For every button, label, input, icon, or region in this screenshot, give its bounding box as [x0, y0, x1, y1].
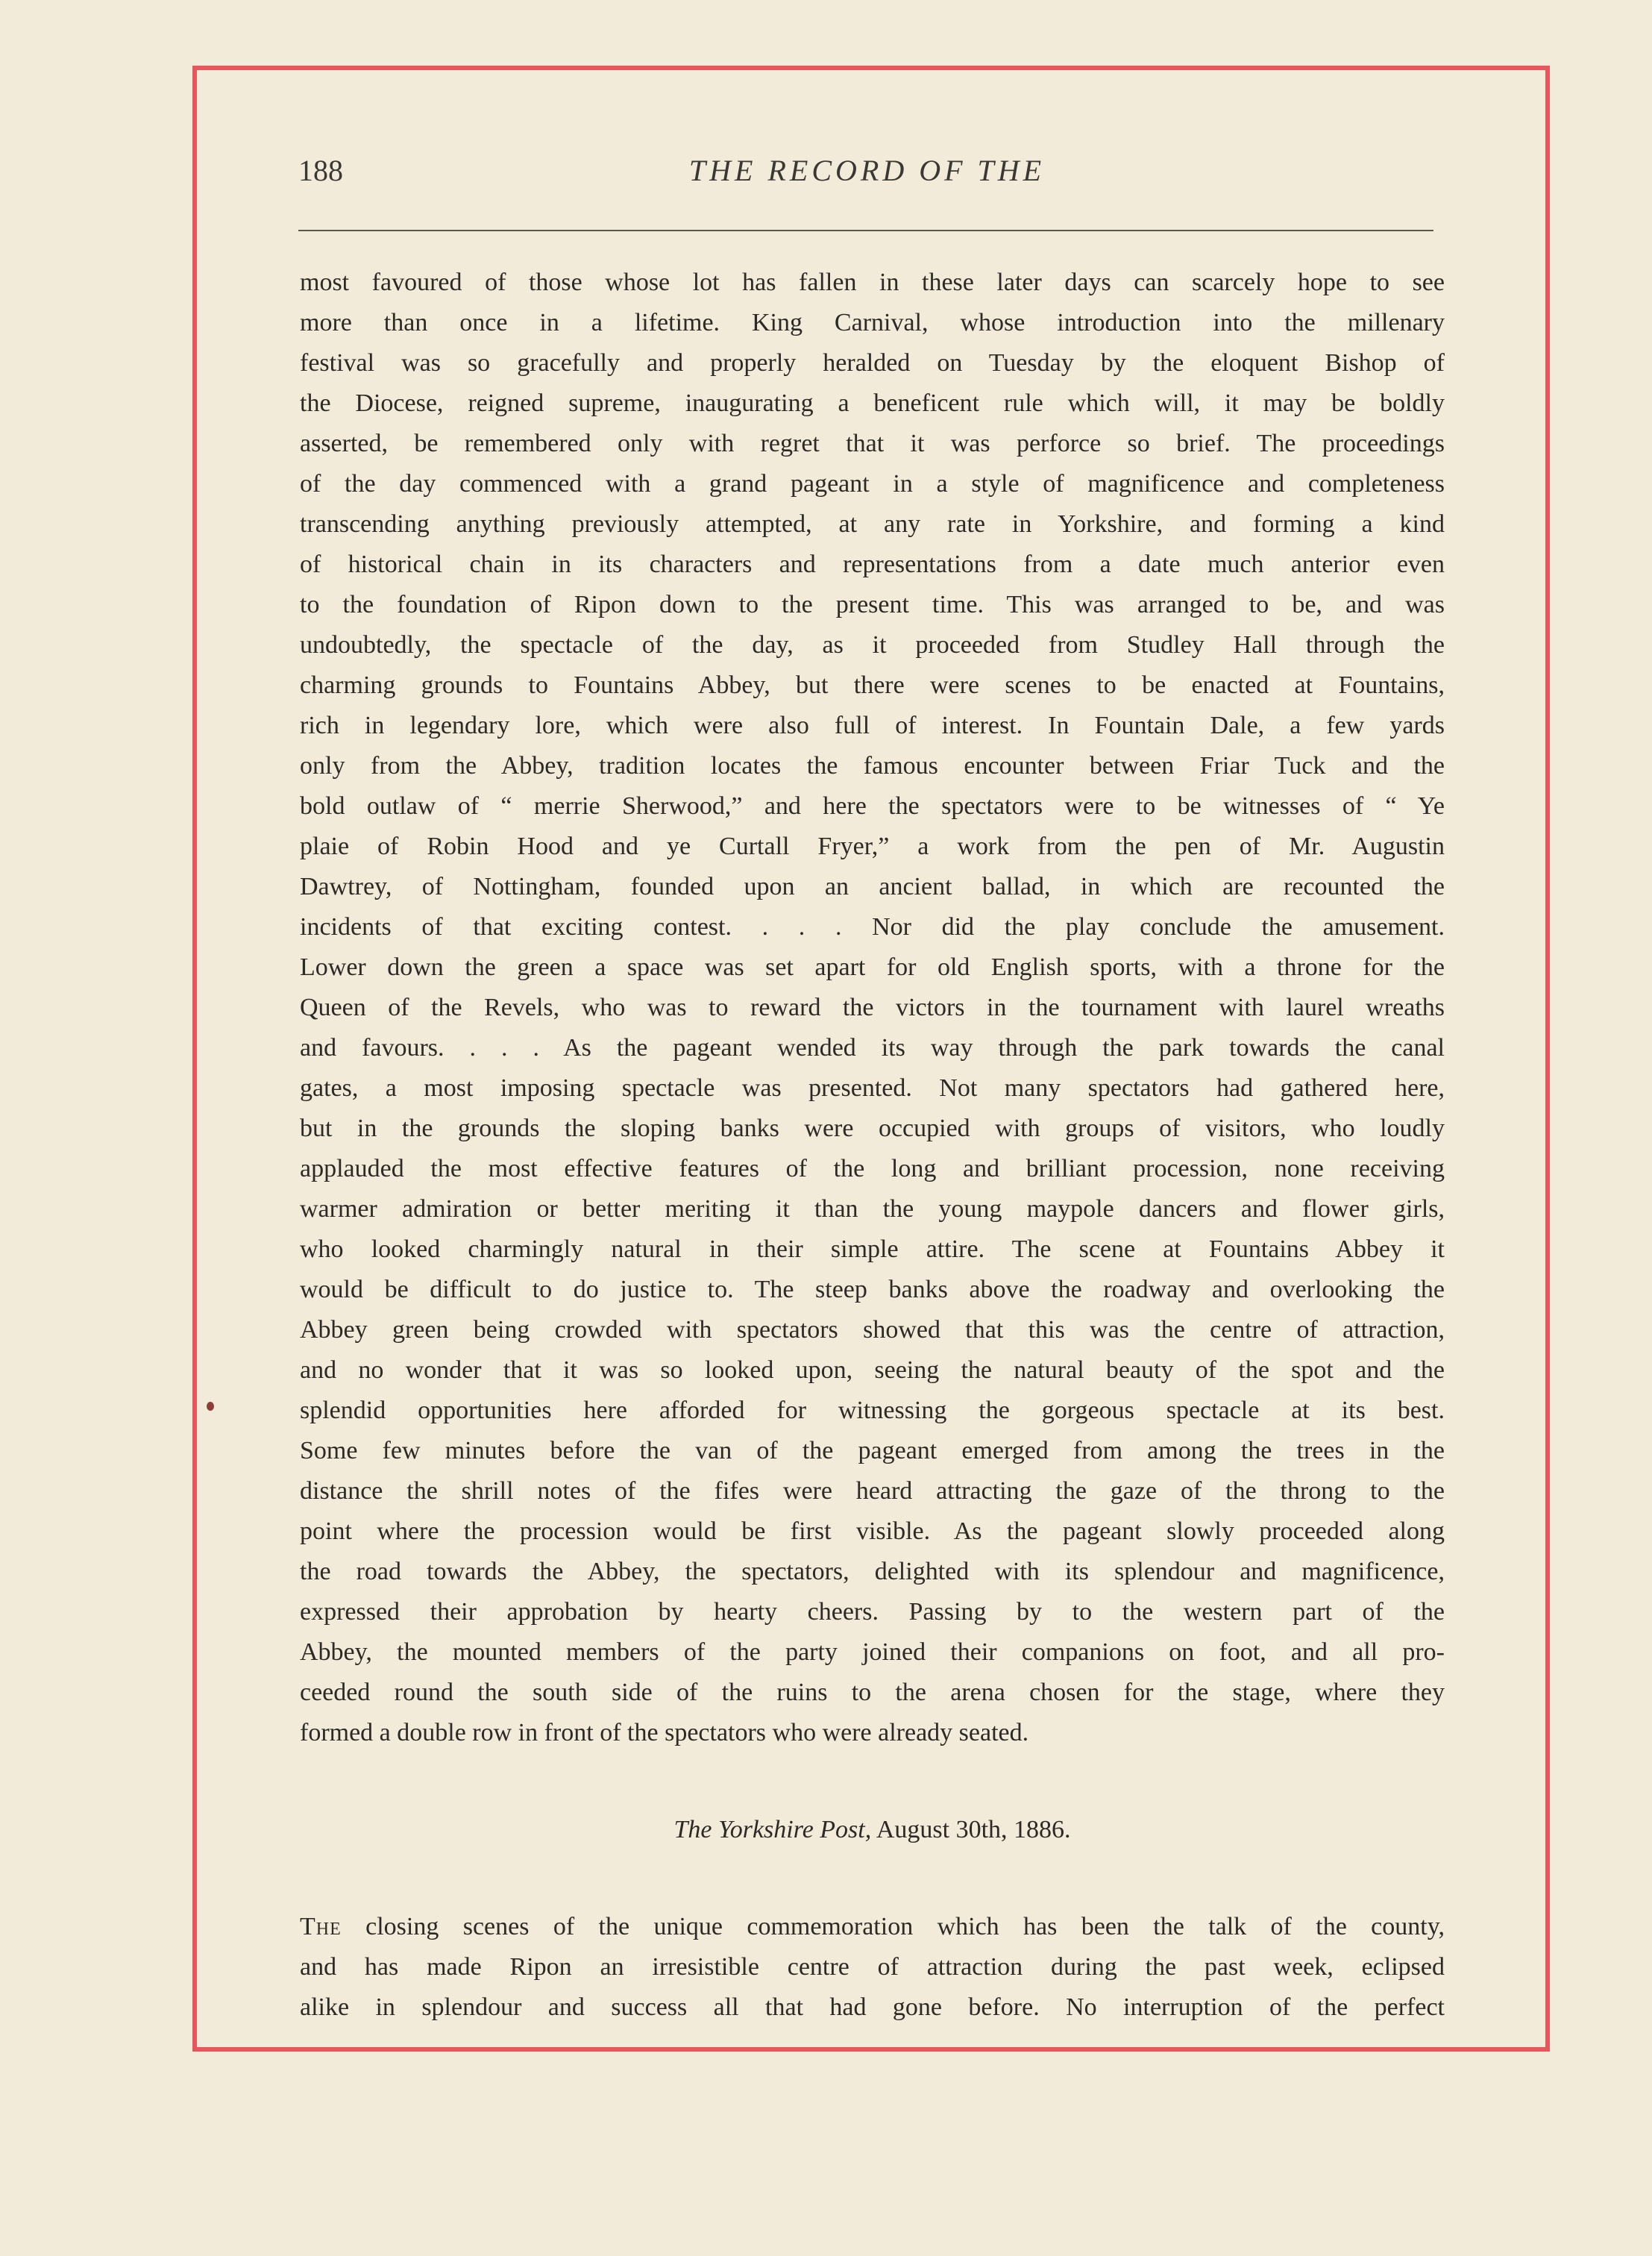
text-line: expressed their approbation by hearty cheers. Passing by to the western part of the	[300, 1598, 1445, 1626]
text-line: and has made Ripon an irresistible centre of attraction during the past week, eclipsed	[300, 1953, 1445, 1981]
text-line: festival was so gracefully and properly heralded on Tuesday by the eloquent Bishop of	[300, 349, 1445, 377]
paragraph-2	[300, 1907, 1445, 2028]
text-line: Dawtrey, of Nottingham, founded upon an ancient ballad, in which are recounted the	[300, 873, 1445, 900]
text-line: of the day commenced with a grand pageant in a style of magnificence and completeness	[300, 470, 1445, 498]
text-line: rich in legendary lore, which were also full of interest. In Fountain Dale, a few yards	[300, 712, 1445, 739]
text-line: only from the Abbey, tradition locates the famous encounter between Friar Tuck and the	[300, 752, 1445, 780]
text-line: bold outlaw of “ merrie Sherwood,” and here the spectators were to be witnesses of “ Ye	[300, 792, 1445, 820]
body-text	[300, 263, 1445, 2028]
text-line: incidents of that exciting contest. . . . Nor did the play conclude the amusement.	[300, 913, 1445, 941]
text-line: undoubtedly, the spectacle of the day, as it proceeded from Studley Hall through the	[300, 631, 1445, 659]
text-line: but in the grounds the sloping banks were occupied with groups of visitors, who loudly	[300, 1115, 1445, 1142]
publication-date: August 30th, 1886.	[871, 1816, 1071, 1843]
text-line: plaie of Robin Hood and ye Curtall Fryer,” a work from the pen of Mr. Augustin	[300, 833, 1445, 860]
text-line: and no wonder that it was so looked upon, seeing the natural beauty of the spot and the	[300, 1356, 1445, 1384]
paragraph-1	[300, 263, 1445, 1753]
text-line: warmer admiration or better meriting it than the young maypole dancers and flower girls,	[300, 1195, 1445, 1223]
text-line: most favoured of those whose lot has fallen in these later days can scarcely hope to see	[300, 269, 1445, 296]
text-line: distance the shrill notes of the fifes were heard attracting the gaze of the throng to the	[300, 1477, 1445, 1505]
text-line: The closing scenes of the unique commemoration which has been the talk of the county,	[300, 1913, 1445, 1940]
text-line: charming grounds to Fountains Abbey, but there were scenes to be enacted at Fountains,	[300, 671, 1445, 699]
text-line: point where the procession would be first visible. As the pageant slowly proceeded along	[300, 1517, 1445, 1545]
text-line: Queen of the Revels, who was to reward the victors in the tournament with laurel wreaths	[300, 994, 1445, 1021]
text-line: applauded the most effective features of the long and brilliant procession, none receiving	[300, 1155, 1445, 1182]
text-line: Some few minutes before the van of the pageant emerged from among the trees in the	[300, 1437, 1445, 1464]
text-line: to the foundation of Ripon down to the present time. This was arranged to be, and was	[300, 591, 1445, 618]
text-line: the road towards the Abbey, the spectators, delighted with its splendour and magnificence,	[300, 1558, 1445, 1585]
text-line: Abbey green being crowded with spectators showed that this was the centre of attraction,	[300, 1316, 1445, 1344]
text-line: transcending anything previously attempted, at any rate in Yorkshire, and forming a kind	[300, 510, 1445, 538]
text-line: of historical chain in its characters and representations from a date much anterior even	[300, 551, 1445, 578]
text-line: and favours. . . . As the pageant wended its way through the park towards the canal	[300, 1034, 1445, 1062]
text-line: the Diocese, reigned supreme, inaugurating a beneficent rule which will, it may be boldly	[300, 389, 1445, 417]
text-line: splendid opportunities here afforded for witnessing the gorgeous spectacle at its best.	[300, 1397, 1445, 1424]
text-line: would be difficult to do justice to. The steep banks above the roadway and overlooking the	[300, 1276, 1445, 1303]
text-line: asserted, be remembered only with regret that it was perforce so brief. The proceedings	[300, 430, 1445, 457]
running-head	[298, 153, 1436, 198]
text-line: Lower down the green a space was set apart for old English sports, with a throne for the	[300, 953, 1445, 981]
header-rule	[298, 230, 1433, 231]
margin-mark	[207, 1402, 214, 1411]
text-line: more than once in a lifetime. King Carnival, whose introduction into the millenary	[300, 309, 1445, 336]
text-line: who looked charmingly natural in their simple attire. The scene at Fountains Abbey it	[300, 1235, 1445, 1263]
source-citation	[300, 1810, 1445, 1850]
page-number: 188	[298, 154, 343, 187]
text-line: alike in splendour and success all that had gone before. No interruption of the perfect	[300, 1993, 1445, 2021]
text-line: Abbey, the mounted members of the party joined their companions on foot, and all pro-	[300, 1638, 1445, 1666]
text-line: gates, a most imposing spectacle was presented. Not many spectators had gathered here,	[300, 1074, 1445, 1102]
text-line: formed a double row in front of the spectators who were already seated.	[300, 1719, 1029, 1746]
publication-name: The Yorkshire Post,	[673, 1816, 872, 1843]
text-line: ceeded round the south side of the ruins to the arena chosen for the stage, where they	[300, 1679, 1445, 1706]
running-title: THE RECORD OF THE	[688, 154, 1046, 187]
drop-word: The	[300, 1913, 342, 1940]
